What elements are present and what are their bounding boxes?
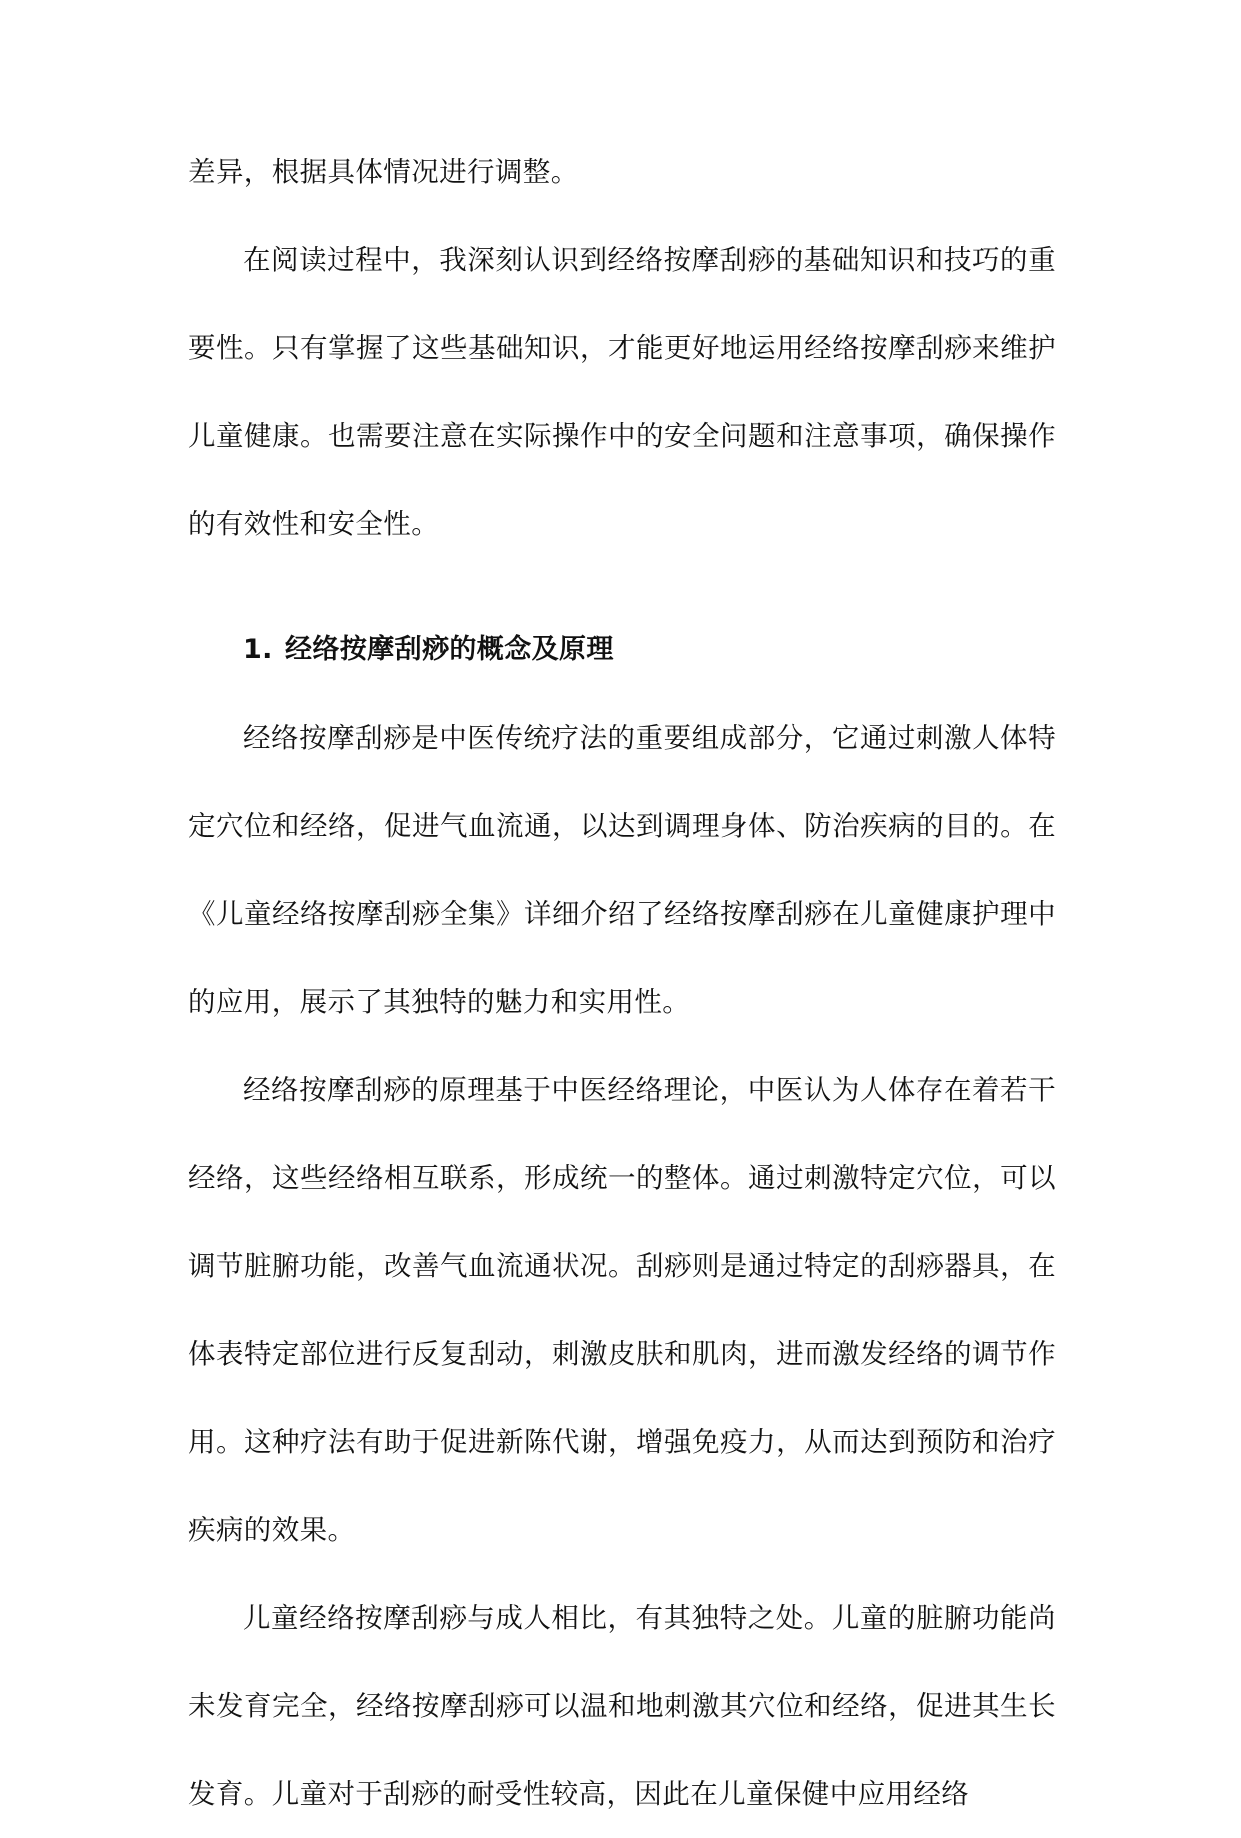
section-heading	[188, 606, 1056, 694]
paragraph-reading-reflection: 在阅读过程中，我深刻认识到经络按摩刮痧的基础知识和技巧的重要性。只有掌握了这些基础知识，才能更好地运用经络按摩刮痧来维护儿童健康。也需要注意在实际操作中的安全问题和注意事项，确保操作的有效性和安全性。	[188, 244, 1056, 540]
paragraph-continuation: 差异，根据具体情况进行调整。	[188, 156, 579, 188]
paragraph-principle: 经络按摩刮痧的原理基于中医经络理论，中医认为人体存在着若干经络，这些经络相互联系，形成统一的整体。通过刺激特定穴位，可以调节脏腑功能，改善气血流通状况。刮痧则是通过特定的刮痧器具，在体表特定部位进行反复刮动，刺激皮肤和肌肉，进而激发经络的调节作用。这种疗法有助于促进新陈代谢，增强免疫力，从而达到预防和治疗疾病的效果。	[188, 1074, 1056, 1546]
paragraph-children: 儿童经络按摩刮痧与成人相比，有其独特之处。儿童的脏腑功能尚未发育完全，经络按摩刮痧可以温和地刺激其穴位和经络，促进其生长发育。儿童对于刮痧的耐受性较高，因此在儿童保健中应用经络	[188, 1602, 1056, 1810]
paragraph-concept: 经络按摩刮痧是中医传统疗法的重要组成部分，它通过刺激人体特定穴位和经络，促进气血流通，以达到调理身体、防治疾病的目的。在《儿童经络按摩刮痧全集》详细介绍了经络按摩刮痧在儿童健康护理中的应用，展示了其独特的魅力和实用性。	[188, 722, 1056, 1018]
section-number: 1.	[243, 634, 273, 665]
section-spacer	[188, 568, 1056, 606]
section-title: 经络按摩刮痧的概念及原理	[285, 634, 614, 665]
document-body	[188, 128, 1056, 1838]
